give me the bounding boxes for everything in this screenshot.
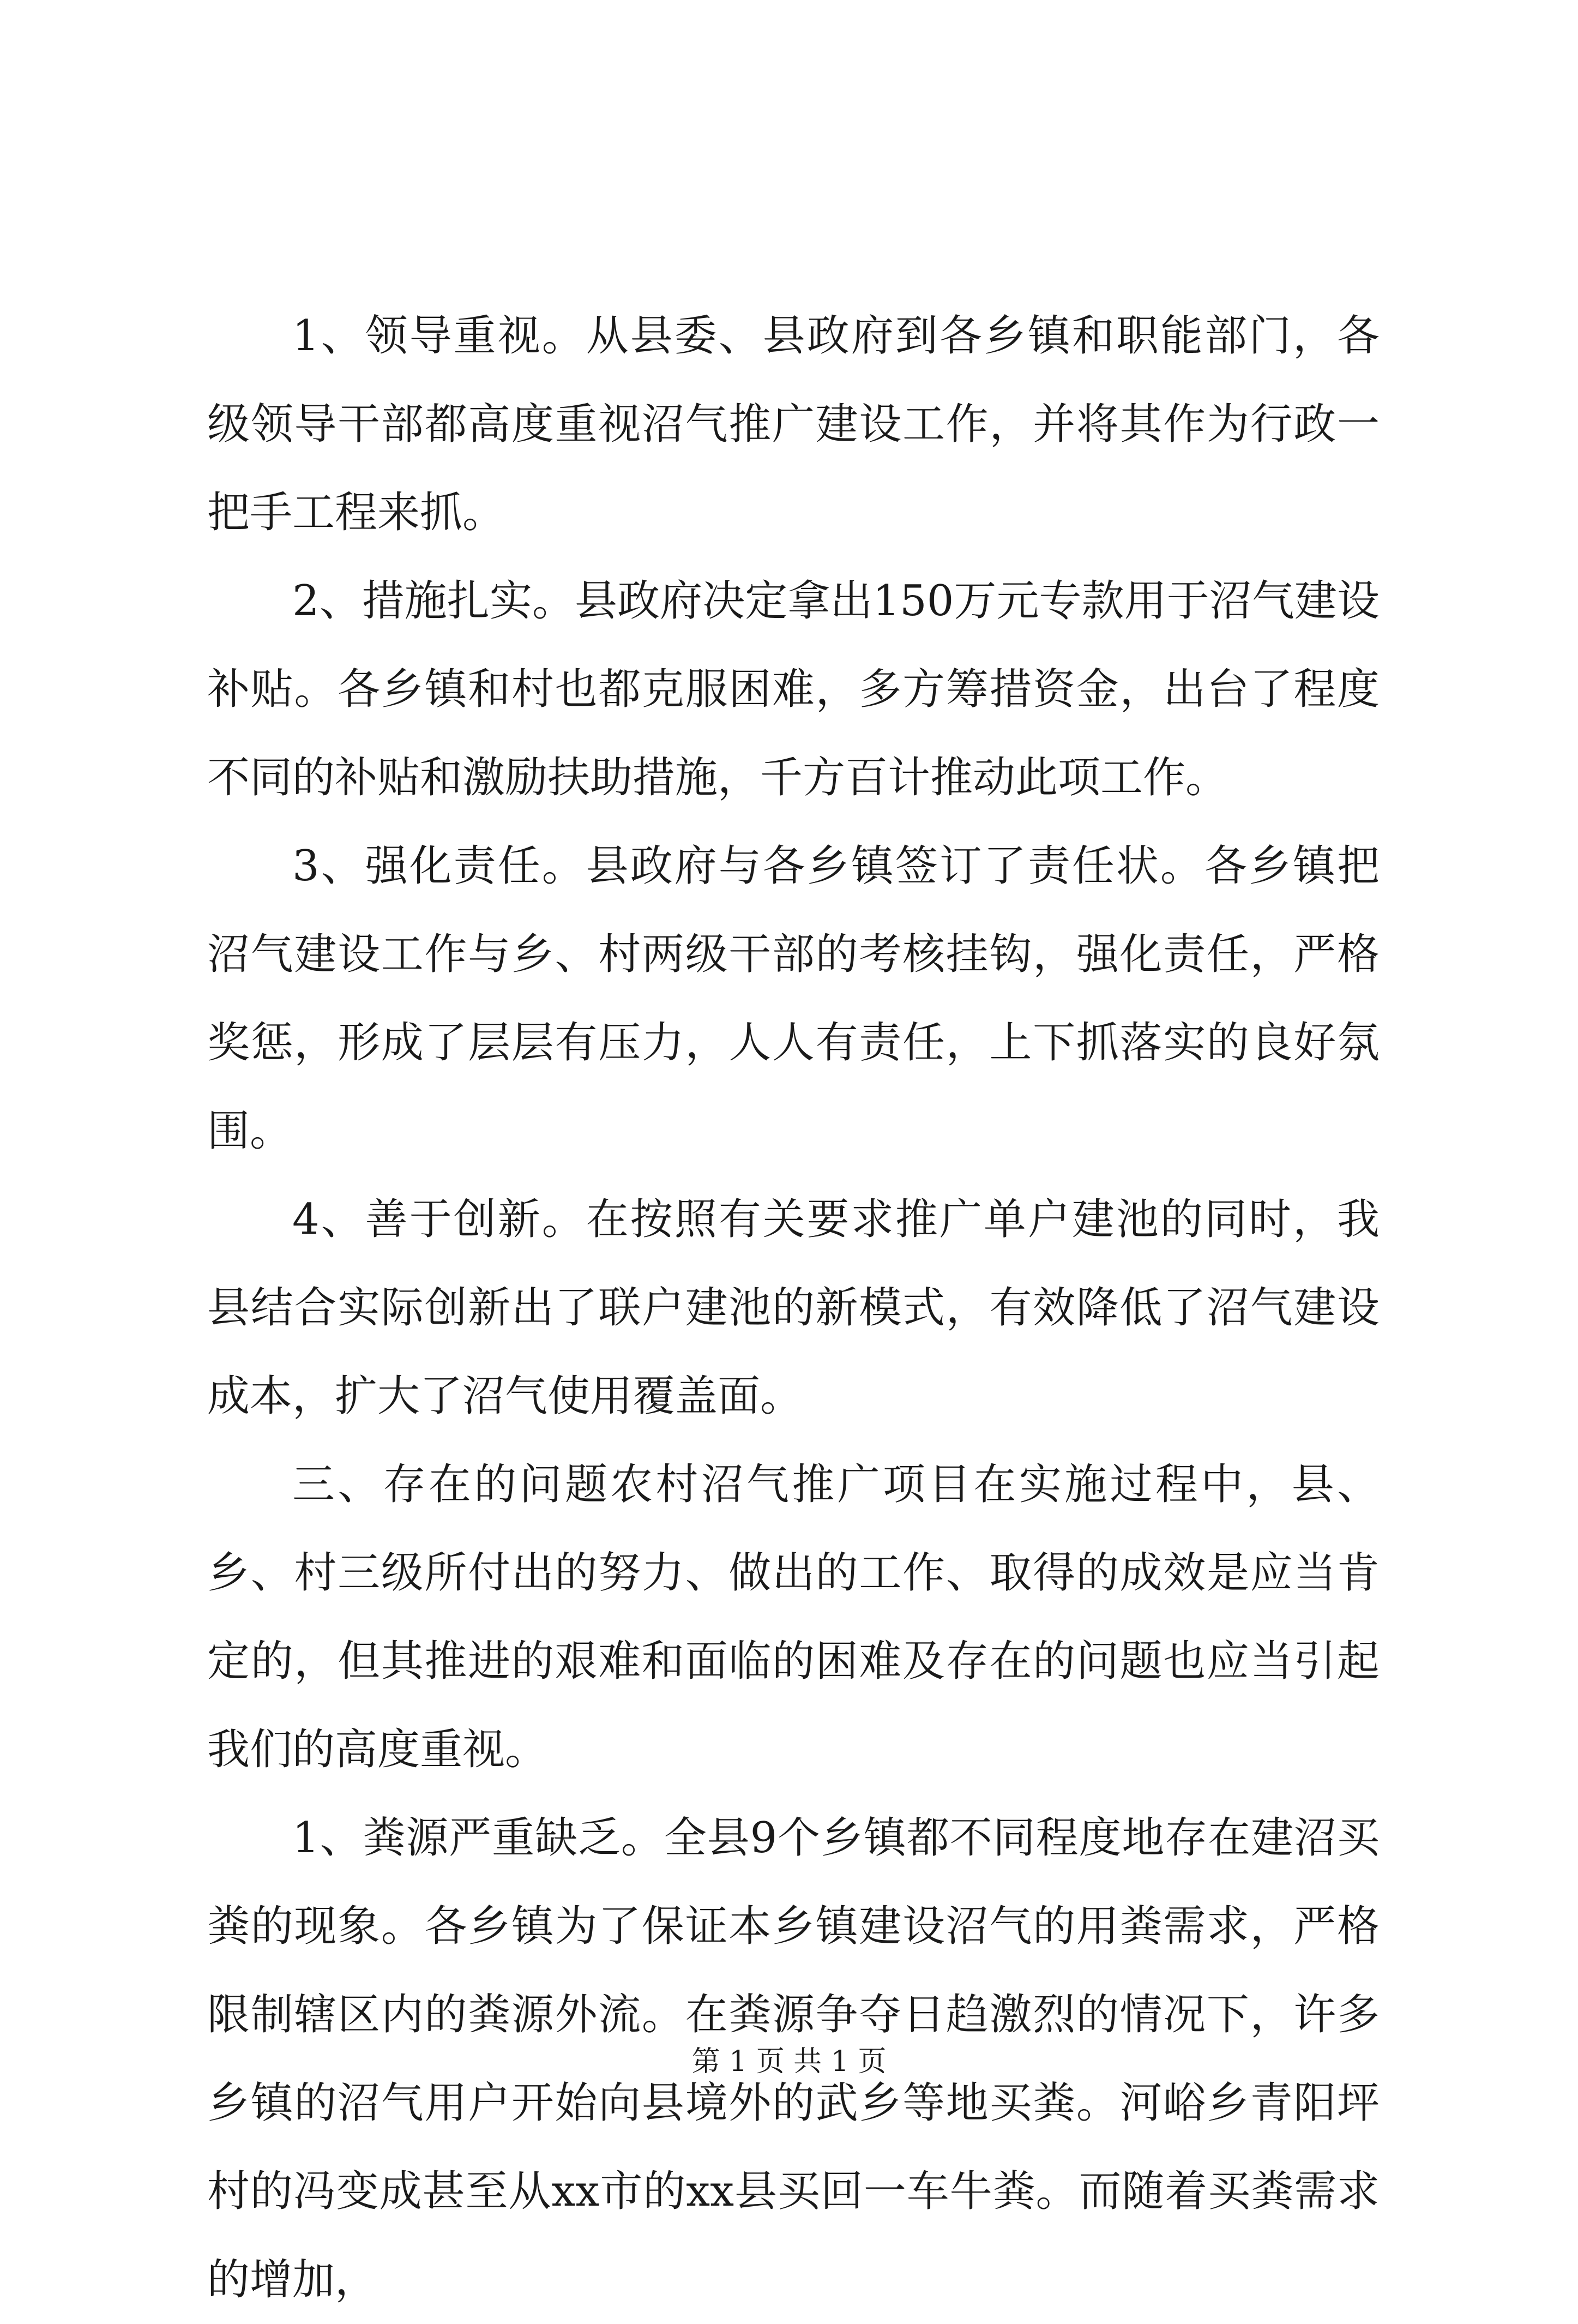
paragraph-responsibility: 3、强化责任。县政府与各乡镇签订了责任状。各乡镇把沼气建设工作与乡、村两级干部的考核挂钩，强化责任，严格奖惩，形成了层层有压力，人人有责任，上下抓落实的良好氛围。 xyxy=(207,842,1380,1156)
paragraph-innovation: 4、善于创新。在按照有关要求推广单户建池的同时，我县结合实际创新出了联户建池的新模式，有效降低了沼气建设成本，扩大了沼气使用覆盖面。 xyxy=(207,1195,1380,1421)
paragraph-measures: 2、措施扎实。县政府决定拿出150万元专款用于沼气建设补贴。各乡镇和村也都克服困难，多方筹措资金，出台了程度不同的补贴和激励扶助措施，千方百计推动此项工作。 xyxy=(207,577,1380,802)
paragraph-leadership: 1、领导重视。从县委、县政府到各乡镇和职能部门，各级领导干部都高度重视沼气推广建设工作，并将其作为行政一把手工程来抓。 xyxy=(207,311,1380,537)
paragraph-manure-shortage: 1、粪源严重缺乏。全县9个乡镇都不同程度地存在建沼买粪的现象。各乡镇为了保证本乡镇建设沼气的用粪需求，严格限制辖区内的粪源外流。在粪源争夺日趋激烈的情况下，许多乡镇的沼气用户开始向县境外的武乡等地买粪。河峪乡青阳坪村的冯变成甚至从xx市的xx县买回一车牛粪。而随着买粪需求的增加， xyxy=(207,1813,1380,2304)
document-body xyxy=(207,292,1380,2324)
paragraph-problems-heading: 三、存在的问题农村沼气推广项目在实施过程中，县、乡、村三级所付出的努力、做出的工作、取得的成效是应当肯定的，但其推进的艰难和面临的困难及存在的问题也应当引起我们的高度重视。 xyxy=(207,1460,1380,1774)
page-footer: 第 1 页 共 1 页 xyxy=(691,2045,887,2078)
